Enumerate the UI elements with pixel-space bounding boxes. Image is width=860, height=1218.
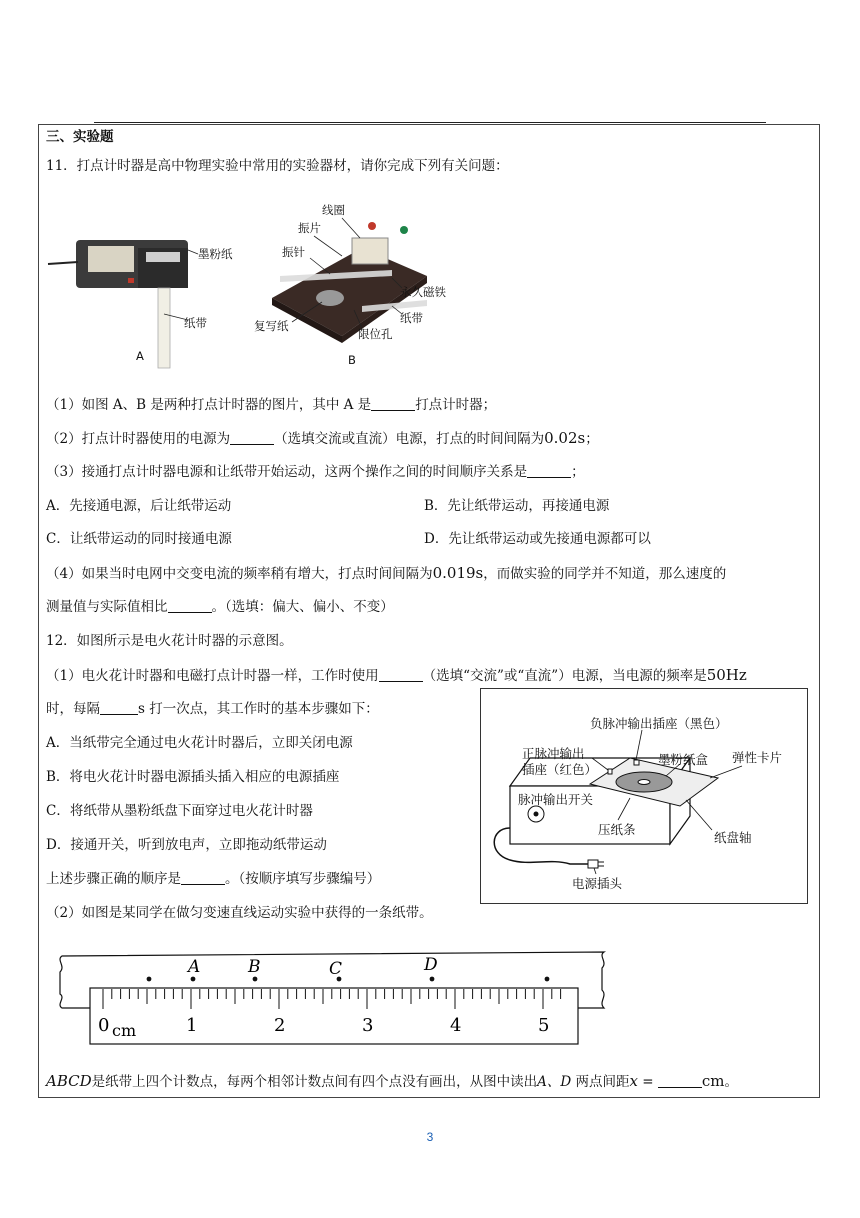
tape-dot-a (191, 977, 196, 982)
q11-part4-cont: 测量值与实际值相比 。（选填：偏大、偏小、不变） (46, 599, 394, 615)
label-needle: 振针 (282, 245, 305, 259)
ruler-number: 4 (450, 1015, 462, 1036)
label-neg-socket: 负脉冲输出插座（黑色） (590, 716, 728, 731)
timer-a-label (88, 246, 134, 272)
timer-figure-a (48, 232, 233, 372)
q11-option-b: B．先让纸带运动，再接通电源 (424, 498, 610, 514)
spark-timer-diagram (480, 688, 808, 904)
q12-final: ABCD是纸带上四个计数点，每两个相邻计数点间有四个点没有画出，从图中读出A、D 两点间距x = cm。 (46, 1072, 739, 1090)
label-magnet: 永久磁铁 (400, 285, 446, 299)
q11-option-d: D．先让纸带运动或先接通电源都可以 (424, 531, 651, 547)
label-disc-axis: 纸盘轴 (714, 830, 752, 845)
label-press-strip: 压纸条 (598, 822, 636, 837)
answer-blank-q12-2[interactable] (100, 700, 138, 715)
tape-label-d: D (424, 955, 438, 975)
ruler-number: 0 (98, 1015, 110, 1036)
section-title: 三、实验题 (46, 129, 114, 145)
header-rule (94, 122, 766, 123)
q12-step-b: B．将电火花计时器电源插头插入相应的电源插座 (46, 769, 340, 785)
q12-order: 上述步骤正确的顺序是 。（按顺序填写步骤编号） (46, 871, 381, 887)
answer-blank-q12-3[interactable] (181, 870, 225, 885)
label-ink-box: 墨粉纸盒 (658, 752, 709, 767)
q11-option-a: A．先接通电源，后让纸带运动 (46, 498, 232, 514)
label-power-plug: 电源插头 (572, 876, 623, 891)
timer-figure-b (252, 198, 457, 376)
q12-part1: （1）电火花计时器和电磁打点计时器一样，工作时使用 （选填“交流”或“直流”）电源，当电源的频率是50Hz (46, 666, 747, 684)
tape-dot-1 (147, 977, 152, 982)
label-tape-b: 纸带 (400, 311, 423, 325)
timer-b-coil (352, 238, 388, 264)
label-ink-paper: 墨粉纸 (198, 247, 233, 261)
tape-dot-6 (545, 977, 550, 982)
label-spring-card: 弹性卡片 (732, 750, 783, 765)
ruler-number: 5 (538, 1015, 550, 1036)
ruler (90, 988, 578, 1044)
ruler-number: 3 (362, 1015, 374, 1036)
tape-label-b: B (248, 957, 261, 977)
q11-part2: （2）打点计时器使用的电源为 （选填交流或直流）电源，打点的时间间隔为0.02s； (46, 429, 599, 447)
q12-step-a: A．当纸带完全通过电火花计时器后，立即关闭电源 (46, 735, 353, 751)
caption-a: A (136, 349, 144, 363)
q12-step-d: D．接通开关，听到放电声，立即拖动纸带运动 (46, 837, 327, 853)
tape-label-a: A (188, 957, 201, 977)
answer-blank-q12-4[interactable] (658, 1073, 702, 1088)
tape-ruler-figure (52, 944, 614, 1052)
q12-stem: 12．如图所示是电火花计时器的示意图。 (46, 633, 293, 649)
answer-blank-q11-2[interactable] (230, 430, 274, 445)
q12-step-c: C．将纸带从墨粉纸盘下面穿过电火花计时器 (46, 803, 313, 819)
answer-blank-q12-1[interactable] (379, 667, 423, 682)
q11-part1: （1）如图 A、B 是两种打点计时器的图片，其中 A 是 打点计时器； (46, 397, 497, 413)
ruler-unit: cm (112, 1021, 137, 1040)
q11-part3: （3）接通打点计时器电源和让纸带开始运动，这两个操作之间的时间顺序关系是 ； (46, 464, 585, 480)
q11-part4: （4）如果当时电网中交变电流的频率稍有增大，打点时间间隔为0.019s，而做实验的同学并不知道，那么速度的 (46, 564, 727, 582)
label-vibrating-plate: 振片 (298, 221, 321, 235)
tape-dot-b (253, 977, 258, 982)
label-pulse-switch: 脉冲输出开关 (518, 792, 594, 807)
ruler-number: 2 (274, 1015, 286, 1036)
caption-b: B (348, 353, 356, 367)
answer-blank-q11-4[interactable] (168, 598, 212, 613)
tape-dot-d (430, 977, 435, 982)
timer-a-tape (158, 288, 170, 368)
answer-blank-q11-1[interactable] (371, 396, 415, 411)
label-carbon-paper: 复写纸 (254, 319, 289, 333)
q12-part1-cont: 时，每隔 s 打一次点，其工作时的基本步骤如下： (46, 701, 379, 717)
label-pos-socket-1: 正脉冲输出 (522, 746, 585, 761)
label-coil: 线圈 (322, 203, 345, 217)
q11-option-c: C．让纸带运动的同时接通电源 (46, 531, 232, 547)
label-tape-a: 纸带 (184, 316, 207, 330)
label-pos-socket-2: 插座（红色） (522, 762, 598, 777)
page-number: 3 (426, 1130, 434, 1144)
q11-stem: 11．打点计时器是高中物理实验中常用的实验器材，请你完成下列有关问题： (46, 158, 509, 174)
q12-part2: （2）如图是某同学在做匀变速直线运动实验中获得的一条纸带。 (46, 905, 433, 921)
label-limit-hole: 限位孔 (358, 327, 393, 341)
tape-label-c: C (329, 959, 343, 979)
ruler-number: 1 (186, 1015, 198, 1036)
answer-blank-q11-3[interactable] (527, 463, 571, 478)
